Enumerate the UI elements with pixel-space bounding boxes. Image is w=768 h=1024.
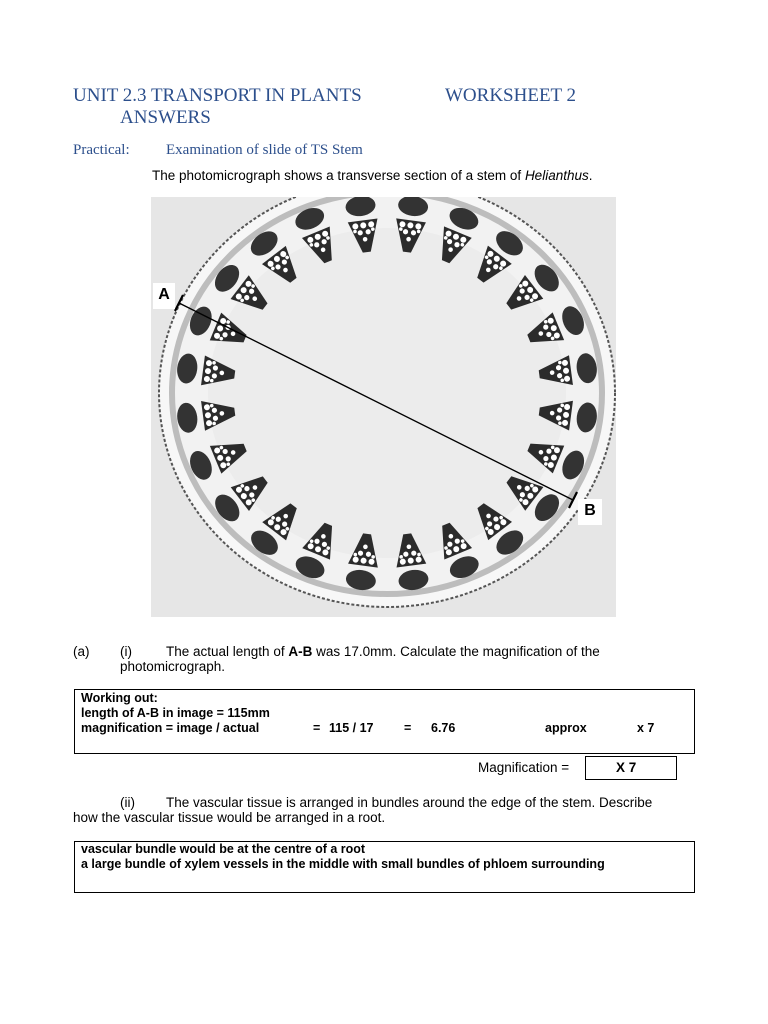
- working-line2: magnification = image / actual: [81, 721, 260, 735]
- answer-ii-box: [74, 841, 695, 893]
- point-b-label: B: [578, 499, 602, 525]
- stem-cross-section: [151, 197, 616, 617]
- question-i-bold: A-B: [288, 644, 313, 659]
- working-heading: Working out:: [81, 691, 158, 705]
- stem-pith: [208, 228, 566, 558]
- question-letter: (a): [73, 644, 90, 659]
- question-i-text-start: The actual length of: [166, 644, 289, 659]
- question-number-ii: (ii): [120, 795, 135, 810]
- working-eq1: =: [313, 721, 321, 735]
- magnification-answer-box: [585, 756, 677, 780]
- page-subtitle: ANSWERS: [120, 107, 211, 128]
- worksheet-number: WORKSHEET 2: [445, 85, 577, 106]
- working-eq2: =: [404, 721, 412, 735]
- intro-text-end: .: [588, 168, 593, 183]
- working-result: 6.76: [431, 721, 456, 735]
- answer-ii-line2: a large bundle of xylem vessels in the middle with small bundles of phloem surrounding: [81, 857, 605, 871]
- practical-title: Examination of slide of TS Stem: [166, 142, 363, 158]
- photomicrograph: [151, 197, 616, 617]
- question-number-i: (i): [120, 644, 132, 659]
- magnification-value: X 7: [616, 760, 637, 775]
- working-out-box: [74, 689, 695, 754]
- working-line1: length of A-B in image = 115mm: [81, 706, 270, 720]
- answer-ii-line1: vascular bundle would be at the centre of a root: [81, 842, 366, 856]
- practical-label: Practical:: [73, 142, 130, 158]
- point-a-label: A: [153, 283, 175, 309]
- working-approx: approx: [545, 721, 587, 735]
- question-i-text-end: was 17.0mm. Calculate the magnification of the: [312, 644, 600, 659]
- working-rounded: x 7: [637, 721, 655, 735]
- page-title: UNIT 2.3 TRANSPORT IN PLANTS: [73, 85, 362, 106]
- question-ii-text-line2: how the vascular tissue would be arranged in a root.: [73, 810, 386, 825]
- question-i-text-line2: photomicrograph.: [120, 659, 226, 674]
- working-division: 115 / 17: [329, 721, 374, 735]
- question-i-text: [166, 644, 600, 659]
- magnification-label: Magnification =: [478, 760, 570, 775]
- intro-text: [152, 168, 593, 183]
- question-ii-text-line1: The vascular tissue is arranged in bundles around the edge of the stem. Describe: [166, 795, 653, 810]
- species-name: Helianthus: [524, 168, 589, 183]
- intro-text-main: The photomicrograph shows a transverse section of a stem of: [152, 168, 525, 183]
